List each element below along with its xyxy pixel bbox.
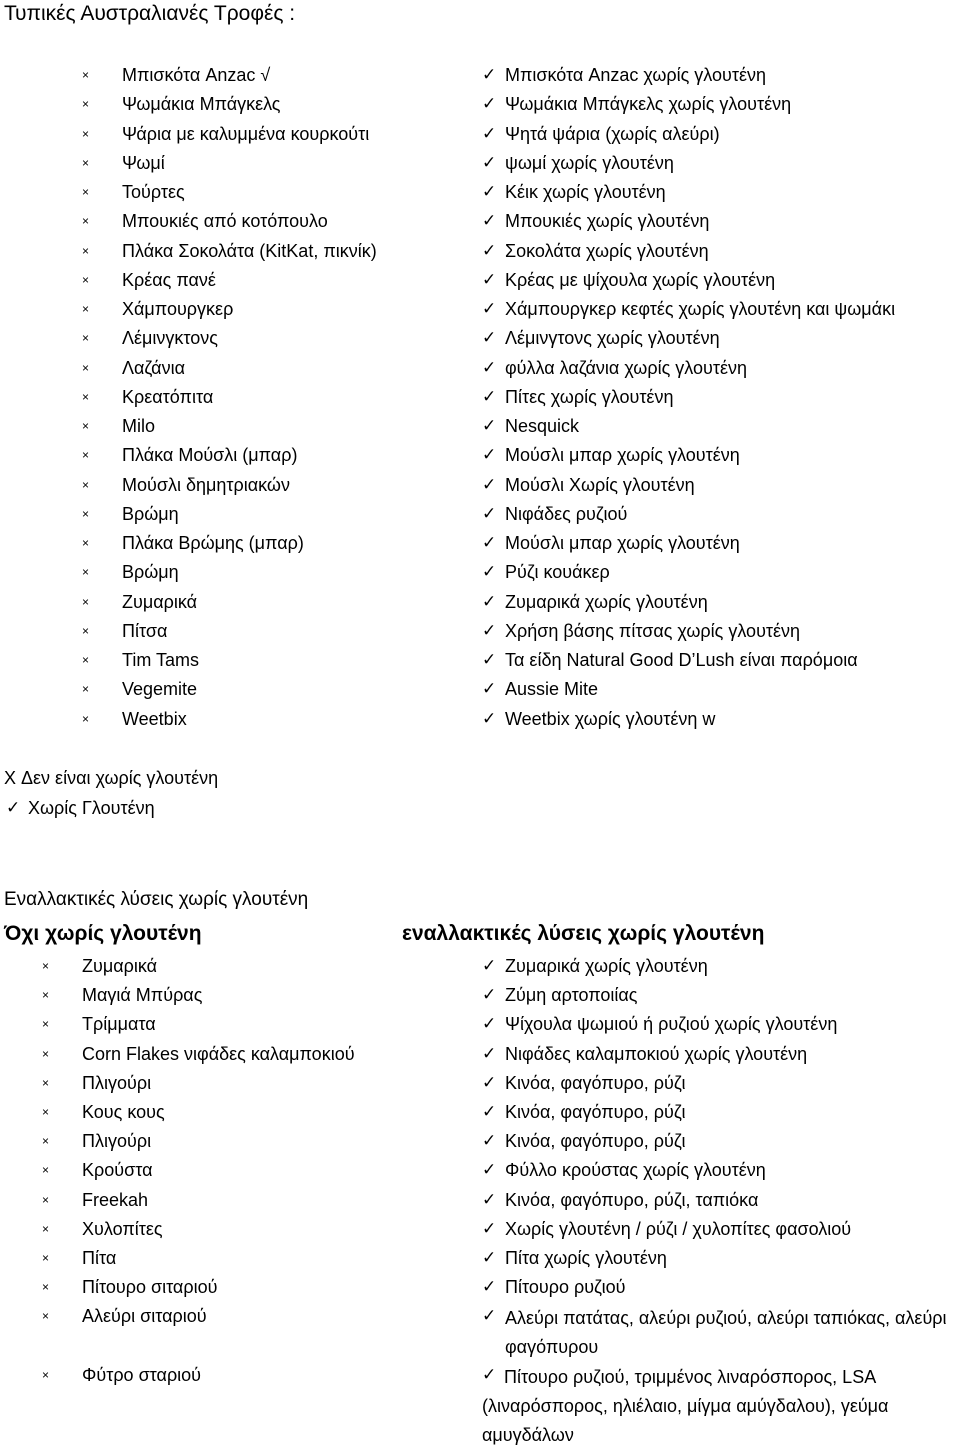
- food-item: Τούρτες: [122, 182, 185, 202]
- cross-icon: ×: [82, 302, 90, 316]
- cross-icon: ×: [82, 214, 90, 229]
- food-item: Weetbix: [122, 708, 187, 729]
- gluten-free-alternative: Ζυμαρικά χωρίς γλουτένη: [505, 591, 708, 612]
- check-icon: ✓: [482, 1131, 497, 1151]
- food-item: Βρώμη: [122, 503, 179, 524]
- check-icon: ✓: [482, 620, 497, 640]
- check-icon: ✓: [482, 1248, 497, 1267]
- gluten-free-alternative: Ρύζι κουάκερ: [505, 562, 610, 583]
- check-icon: ✓: [482, 1218, 497, 1238]
- food-item: Λαζάνια: [122, 357, 185, 378]
- cross-icon: ×: [42, 1309, 50, 1324]
- column-heading-not-gluten-free: Όχι χωρίς γλουτένη: [4, 922, 202, 945]
- cross-icon: ×: [42, 959, 50, 973]
- cross-icon: ×: [82, 419, 90, 433]
- check-icon: ✓: [482, 269, 497, 289]
- check-icon: ✓: [482, 328, 497, 348]
- food-item: Ψωμί: [122, 152, 165, 173]
- check-icon: ✓: [482, 1189, 497, 1209]
- food-item: Πλιγούρι: [82, 1072, 152, 1093]
- check-icon: ✓: [482, 650, 497, 669]
- check-icon: ✓: [482, 1102, 497, 1121]
- food-item: Vegemite: [122, 679, 198, 700]
- gluten-free-alternative: Χρήση βάσης πίτσας χωρίς γλουτένη: [505, 620, 801, 641]
- food-item: Πλιγούρι: [82, 1131, 152, 1152]
- cross-icon: ×: [82, 272, 90, 287]
- cross-icon: ×: [42, 1017, 50, 1032]
- check-icon: ✓: [482, 357, 497, 377]
- gluten-free-alternative: Κινόα, φαγόπυρο, ρύζι, ταπιόκα: [505, 1189, 759, 1210]
- check-icon: ✓: [482, 152, 497, 172]
- check-icon: ✓: [482, 299, 497, 318]
- cross-icon: ×: [42, 1192, 50, 1207]
- gluten-free-alternative: Nesquick: [505, 416, 580, 436]
- food-item: Λέμινγκτονς: [122, 328, 218, 349]
- food-item: Πλάκα Μούσλι (μπαρ): [122, 445, 298, 466]
- check-icon: ✓: [482, 474, 497, 494]
- cross-icon: ×: [82, 389, 90, 404]
- page-title: Τυπικές Αυστραλιανές Τροφές :: [4, 2, 296, 25]
- food-item: Χάμπουργκερ: [122, 299, 234, 319]
- food-item: Ψωμάκια Μπάγκελς: [122, 94, 281, 115]
- check-icon: ✓: [482, 182, 497, 201]
- gluten-free-alternative: Weetbix χωρίς γλουτένη w: [505, 708, 716, 729]
- cross-icon: ×: [82, 68, 90, 82]
- cross-icon: ×: [42, 1046, 50, 1061]
- gluten-free-alternative: Aussie Mite: [505, 679, 599, 700]
- check-icon: ✓: [482, 445, 497, 465]
- cross-icon: ×: [82, 155, 90, 170]
- cross-icon: ×: [82, 506, 90, 521]
- gluten-free-alternative: Ζυμαρικά χωρίς γλουτένη: [505, 956, 708, 976]
- food-item: Πλάκα Σοκολάτα (KitKat, πικνίκ): [122, 240, 377, 261]
- food-item: Freekah: [82, 1189, 149, 1210]
- gluten-free-alternative: Κινόα, φαγόπυρο, ρύζι: [505, 1102, 686, 1122]
- check-icon: ✓: [482, 1014, 497, 1034]
- cross-icon: ×: [82, 682, 90, 697]
- cross-icon: ×: [42, 1251, 50, 1265]
- gluten-free-alternative: Μούσλι μπαρ χωρίς γλουτένη: [505, 533, 740, 553]
- cross-icon: ×: [82, 536, 90, 550]
- food-item: Κους κους: [82, 1102, 165, 1122]
- cross-icon: ×: [82, 126, 90, 141]
- check-icon: ✓: [482, 65, 497, 84]
- food-item: Τρίμματα: [82, 1014, 156, 1035]
- gluten-free-alternative: Λέμινγτονς χωρίς γλουτένη: [505, 328, 720, 349]
- gluten-free-alternative: Χάμπουργκερ κεφτές χωρίς γλουτένη και ψωμάκι: [505, 299, 896, 319]
- check-icon: ✓: [482, 562, 497, 582]
- check-icon: ✓: [482, 956, 497, 975]
- food-item: Milo: [122, 416, 156, 436]
- gluten-free-alternative: Πίτουρο ρυζιού, τριμμένος λιναρόσπορος, LSA (λιναρόσπορος, ηλιέλαιο, μίγμα αμύγδαλου), γεύμα αμυγδάλων: [482, 1366, 889, 1445]
- food-item: Πλάκα Βρώμης (μπαρ): [122, 533, 304, 553]
- cross-icon: ×: [82, 243, 90, 258]
- check-icon: ✓: [6, 798, 21, 817]
- check-icon: ✓: [482, 240, 497, 260]
- gluten-free-alternative: Ψίχουλα ψωμιού ή ρυζιού χωρίς γλουτένη: [505, 1014, 838, 1035]
- cross-icon: ×: [82, 623, 90, 638]
- food-item: Corn Flakes νιφάδες καλαμποκιού: [82, 1043, 355, 1064]
- alternatives-subtitle: Εναλλακτικές λύσεις χωρίς γλουτένη: [4, 889, 309, 910]
- food-item: Μαγιά Μπύρας: [82, 985, 203, 1006]
- cross-icon: ×: [42, 1367, 50, 1382]
- food-item: Πίτουρο σιταριού: [82, 1277, 218, 1298]
- legend-gluten-free: Χωρίς Γλουτένη: [28, 798, 155, 818]
- check-icon: ✓: [482, 1043, 497, 1063]
- food-item: Κρούστα: [82, 1160, 153, 1181]
- gluten-free-alternative: Αλεύρι πατάτας, αλεύρι ρυζιού, αλεύρι ταπιόκας, αλεύρι φαγόπυρου: [505, 1308, 947, 1358]
- gluten-free-alternative: φύλλα λαζάνια χωρίς γλουτένη: [505, 357, 747, 378]
- check-icon: ✓: [482, 679, 497, 699]
- check-icon: ✓: [482, 533, 497, 552]
- cross-icon: ×: [42, 1134, 50, 1149]
- food-item: Πίτσα: [122, 620, 168, 641]
- gluten-free-alternative: Νιφάδες ρυζιού: [505, 503, 628, 524]
- cross-icon: ×: [42, 1075, 50, 1090]
- column-heading-alternatives: εναλλακτικές λύσεις χωρίς γλουτένη: [402, 922, 765, 945]
- check-icon: ✓: [482, 1306, 497, 1326]
- cross-icon: ×: [82, 711, 90, 726]
- gluten-free-alternative: Κινόα, φαγόπυρο, ρύζι: [505, 1131, 686, 1152]
- gluten-free-alternative: Κέικ χωρίς γλουτένη: [505, 182, 666, 202]
- gluten-free-alternative: Ζύμη αρτοποιίας: [505, 985, 638, 1006]
- gluten-free-alternative: Μούσλι Χωρίς γλουτένη: [505, 474, 695, 495]
- check-icon: ✓: [482, 386, 497, 406]
- gluten-free-alternative: Τα είδη Natural Good D’Lush είναι παρόμοια: [505, 650, 858, 670]
- check-icon: ✓: [482, 416, 497, 435]
- check-icon: ✓: [482, 1277, 497, 1297]
- food-item: Ζυμαρικά: [122, 591, 198, 612]
- food-item: Ψάρια με καλυμμένα κουρκούτι: [122, 123, 370, 144]
- cross-icon: ×: [82, 477, 90, 492]
- gluten-free-alternative: Νιφάδες καλαμποκιού χωρίς γλουτένη: [505, 1043, 808, 1064]
- food-item: Ζυμαρικά: [82, 956, 158, 976]
- cross-icon: ×: [42, 988, 50, 1003]
- check-icon: ✓: [482, 1364, 497, 1384]
- check-icon: ✓: [482, 94, 497, 114]
- cross-icon: ×: [42, 1163, 50, 1178]
- check-icon: ✓: [482, 123, 497, 143]
- cross-icon: ×: [82, 331, 90, 346]
- gluten-free-alternative: Φύλλο κρούστας χωρίς γλουτένη: [505, 1160, 766, 1181]
- food-item: Αλεύρι σιταριού: [82, 1306, 207, 1327]
- gluten-free-alternative: Πίτες χωρίς γλουτένη: [505, 386, 674, 407]
- legend-not-gluten-free: X Δεν είναι χωρίς γλουτένη: [4, 768, 219, 788]
- cross-icon: ×: [82, 448, 90, 463]
- check-icon: ✓: [482, 211, 497, 231]
- cross-icon: ×: [82, 653, 90, 667]
- food-item: Μούσλι δημητριακών: [122, 474, 290, 495]
- gluten-free-alternative: Ψωμάκια Μπάγκελς χωρίς γλουτένη: [505, 94, 792, 115]
- gluten-free-alternative: Πίτουρο ρυζιού: [505, 1277, 626, 1298]
- gluten-free-alternative: Μπουκιές χωρίς γλουτένη: [505, 211, 710, 232]
- cross-icon: ×: [42, 1221, 50, 1236]
- food-item: Χυλοπίτες: [82, 1218, 163, 1239]
- food-item: Κρέας πανέ: [122, 269, 216, 290]
- cross-icon: ×: [82, 97, 90, 112]
- food-item: Κρεατόπιτα: [122, 386, 214, 407]
- check-icon: ✓: [482, 503, 497, 523]
- gluten-free-alternative: Μούσλι μπαρ χωρίς γλουτένη: [505, 445, 740, 466]
- gluten-free-alternative: Ψητά ψάρια (χωρίς αλεύρι): [505, 123, 720, 144]
- check-icon: ✓: [482, 1072, 497, 1092]
- cross-icon: ×: [82, 565, 90, 580]
- gluten-free-alternative: Σοκολάτα χωρίς γλουτένη: [505, 240, 709, 261]
- gluten-free-alternative: ψωμί χωρίς γλουτένη: [505, 152, 674, 173]
- gluten-free-alternative: Κρέας με ψίχουλα χωρίς γλουτένη: [505, 269, 776, 290]
- check-icon: ✓: [482, 985, 497, 1005]
- cross-icon: ×: [42, 1280, 50, 1295]
- food-item: Πίτα: [82, 1248, 117, 1268]
- cross-icon: ×: [82, 360, 90, 375]
- food-item: Μπουκιές από κοτόπουλο: [122, 211, 328, 232]
- food-item: Βρώμη: [122, 562, 179, 583]
- cross-icon: ×: [82, 594, 90, 609]
- cross-icon: ×: [82, 185, 90, 199]
- gluten-free-alternative: Μπισκότα Anzac χωρίς γλουτένη: [505, 65, 767, 85]
- check-icon: ✓: [482, 1160, 497, 1180]
- gluten-free-alternative: Πίτα χωρίς γλουτένη: [505, 1248, 667, 1268]
- check-icon: ✓: [482, 708, 497, 728]
- check-icon: ✓: [482, 591, 497, 611]
- cross-icon: ×: [42, 1105, 50, 1119]
- food-item: Φύτρο σταριού: [82, 1364, 202, 1385]
- food-item: Μπισκότα Anzac √: [122, 65, 271, 85]
- food-item: Tim Tams: [122, 650, 200, 670]
- gluten-free-alternative: Κινόα, φαγόπυρο, ρύζι: [505, 1072, 686, 1093]
- gluten-free-alternative: Χωρίς γλουτένη / ρύζι / χυλοπίτες φασολιού: [505, 1218, 852, 1239]
